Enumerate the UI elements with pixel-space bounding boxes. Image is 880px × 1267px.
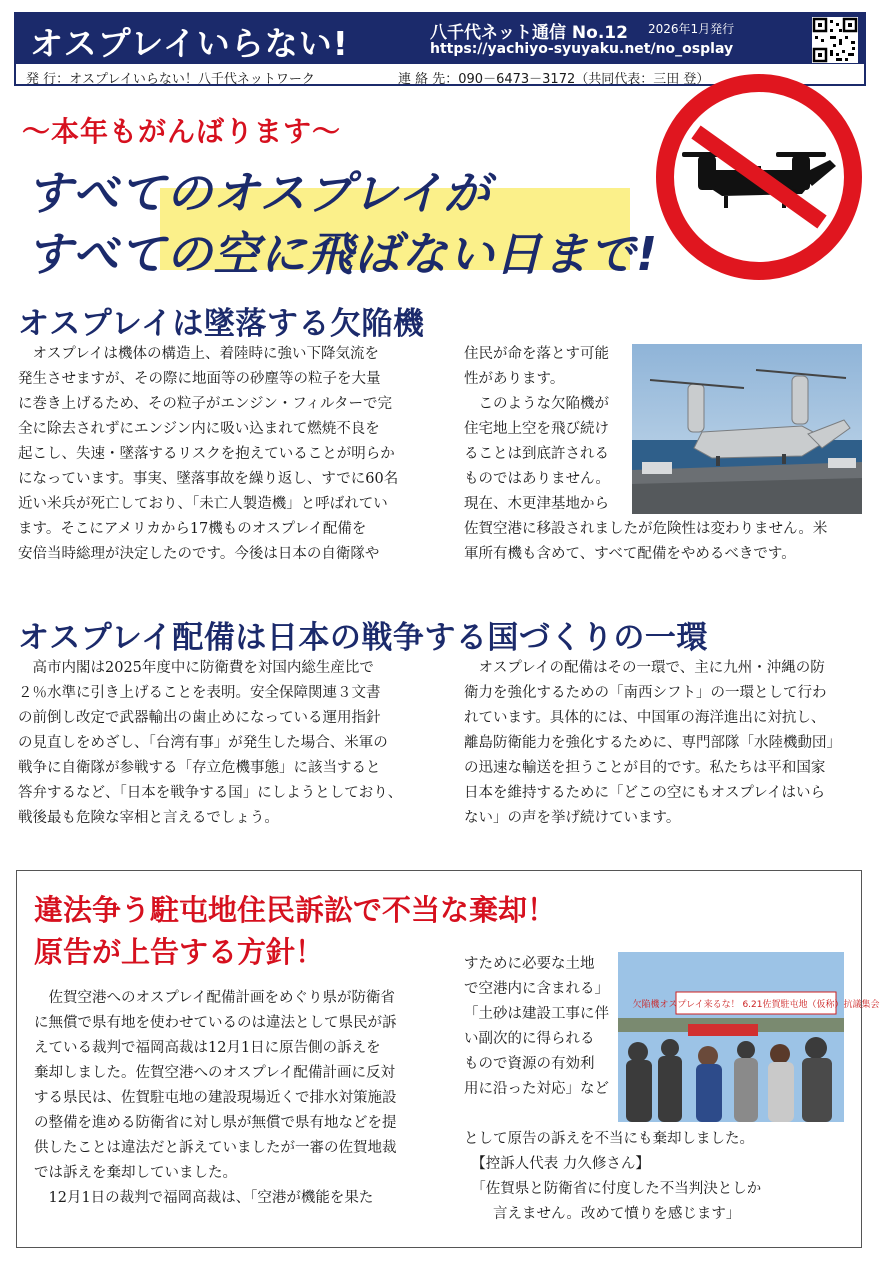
- text-line: に巻き上げるため、その粒子がエンジン・フィルターで完: [18, 396, 392, 412]
- text-line: 安倍当時総理が決定したのです。今後は日本の自衛隊や: [18, 546, 380, 562]
- text-line: ない」の声を挙げ続けています。: [464, 810, 681, 826]
- text-line: 佐賀空港へのオスプレイ配備計画をめぐり県が防衛省: [34, 990, 396, 1006]
- text-line: 住民が命を落とす可能: [464, 346, 609, 362]
- text-line: 高市内閣は2025年度中に防衛費を対国内総生産比で: [18, 660, 374, 676]
- text-line: もので資源の有効利: [464, 1056, 595, 1072]
- text-line: として原告の訴えを不当にも棄却しました。: [464, 1131, 754, 1147]
- plaintiff-representative-label: 【控訴人代表 力久修さん】: [464, 1156, 650, 1172]
- text-line: れています。具体的には、中国軍の海洋進出に対抗し、: [464, 710, 826, 726]
- section3-right-column-bottom: [464, 1127, 844, 1227]
- headline-line-1: すべてのオスプレイが: [26, 166, 491, 220]
- text-line: えている裁判で福岡高裁は12月1日に原告側の訴えを: [34, 1040, 381, 1056]
- text-line: 住宅地上空を飛び続け: [464, 421, 609, 437]
- issue-number: 八千代ネット通信 No.12: [430, 23, 628, 43]
- website-url[interactable]: https://yachiyo-syuyaku.net/no_osplay: [430, 41, 734, 57]
- text-line: すために必要な土地: [464, 956, 595, 972]
- lawsuit-headline-2: 原告が上告する方針！: [34, 935, 325, 969]
- text-line: 供したことは違法だと訴えていましたが一審の佐賀地裁: [34, 1140, 397, 1156]
- text-line: 「土砂は建設工事に伴: [464, 1006, 609, 1022]
- text-line: 12月1日の裁判で福岡高裁は、「空港が機能を果た: [34, 1190, 374, 1206]
- text-line: 軍所有機も含めて、すべて配備をやめるべきです。: [464, 546, 796, 562]
- section1-right-column-bottom: [464, 517, 864, 567]
- text-line: 衛力を強化するための「南西シフト」の一環として行わ: [464, 685, 827, 701]
- osprey-aircraft-photo: [632, 344, 862, 514]
- section3-right-column-top: [464, 952, 614, 1102]
- text-line: 現在、木更津基地から: [464, 496, 609, 512]
- text-line: の迅速な輸送を担うことが目的です。私たちは平和国家: [464, 760, 826, 776]
- text-line: の前倒し改定で武器輸出の歯止めになっている運用指針: [18, 710, 381, 726]
- text-line: このような欠陥機が: [464, 396, 609, 412]
- text-line: 佐賀空港に移設されましたが危険性は変わりません。米: [464, 521, 828, 537]
- publisher-line: 発 行：オスプレイいらない！八千代ネットワーク: [26, 72, 315, 87]
- text-line: ものではありません。: [464, 471, 610, 487]
- text-line: 全に除去されずにエンジン内に吸い込まれて燃焼不良を: [18, 421, 380, 437]
- section1-right-column-top: [464, 342, 624, 517]
- issue-date: 2026年1月発行: [648, 22, 735, 36]
- headline-line-2: すべての空に飛ばない日まで!: [26, 227, 659, 281]
- text-line: ２％水準に引き上げることを表明。安全保障関連３文書: [18, 685, 381, 701]
- text-line: 棄却しました。佐賀空港へのオスプレイ配備計画に反対: [34, 1065, 396, 1081]
- masthead-band: [16, 14, 864, 64]
- text-line: オスプレイの配備はその一環で、主に九州・沖縄の防: [464, 660, 825, 676]
- text-line: 日本を維持するために「どこの空にもオスプレイはいら: [464, 785, 826, 801]
- text-line: 起こし、失速・墜落するリスクを抱えていることが明らか: [18, 446, 395, 462]
- text-line: 用に沿った対応」など: [464, 1081, 609, 1097]
- section1-left-column: [18, 342, 418, 567]
- text-line: 発生させますが、その際に地面等の砂塵等の粒子を大量: [18, 371, 381, 387]
- text-line: 近い米兵が死亡しており、「未亡人製造機」と呼ばれてい: [18, 496, 388, 512]
- section-title-war-nation: オスプレイ配備は日本の戦争する国づくりの一環: [18, 620, 708, 656]
- lawsuit-headline-1: 違法争う駐屯地住民訴訟で不当な棄却！: [34, 893, 557, 927]
- text-line: い副次的に得られる: [464, 1031, 595, 1047]
- protest-rally-photo: [618, 952, 880, 1122]
- text-line: の整備を進める防衛省に対し県が無償で県有地などを提: [34, 1115, 397, 1131]
- section3-left-column: [34, 986, 434, 1211]
- text-line: 答弁するなど、「日本を戦争する国」にしようとしており、: [18, 785, 403, 801]
- subheadline: 〜本年もがんばります〜: [22, 115, 342, 148]
- text-line: 戦争に自衛隊が参戦する「存立危機事態」に該当すると: [18, 760, 381, 776]
- text-line: に無償で県有地を使わせているのは違法として県民が訴: [34, 1015, 397, 1031]
- section2-right-column: [464, 656, 864, 831]
- text-line: の見直しをめざし、「台湾有事」が発生した場合、米軍の: [18, 735, 388, 751]
- plaintiff-quote-line: 「佐賀県と防衛省に付度した不当判決としか: [464, 1181, 762, 1197]
- text-line: する県民は、佐賀駐屯地の建設現場近くで排水対策施設: [34, 1090, 397, 1106]
- no-osprey-sign-icon: [652, 70, 866, 284]
- contact-line: 連 絡 先：090－6473－3172（共同代表：三田 登）: [398, 72, 710, 87]
- qr-code-icon: [812, 17, 858, 63]
- text-line: 戦後最も危険な宰相と言えるでしょう。: [18, 810, 279, 826]
- text-line: ます。そこにアメリカから17機ものオスプレイ配備を: [18, 521, 367, 537]
- text-line: オスプレイは機体の構造上、着陸時に強い下降気流を: [18, 346, 380, 362]
- text-line: では訴えを棄却していました。: [34, 1165, 237, 1181]
- newsletter-title: オスプレイいらない!: [30, 24, 349, 63]
- section2-left-column: [18, 656, 418, 831]
- plaintiff-quote-line: 言えません。改めて憤りを感じます」: [464, 1206, 741, 1222]
- rally-banner-text: 欠陥機オスプレイ来るな！ 6.21佐賀駐屯地（仮称）抗議集会: [632, 1000, 880, 1010]
- text-line: 離島防衛能力を強化するために、専門部隊「水陸機動団」: [464, 735, 841, 751]
- text-line: で空港内に含まれる」: [464, 981, 609, 997]
- text-line: 性があります。: [464, 371, 565, 387]
- section-title-defective-aircraft: オスプレイは墜落する欠陥機: [18, 306, 425, 342]
- text-line: ることは到底許される: [464, 446, 609, 462]
- text-line: になっています。事実、墜落事故を繰り返し、すでに60名: [18, 471, 399, 487]
